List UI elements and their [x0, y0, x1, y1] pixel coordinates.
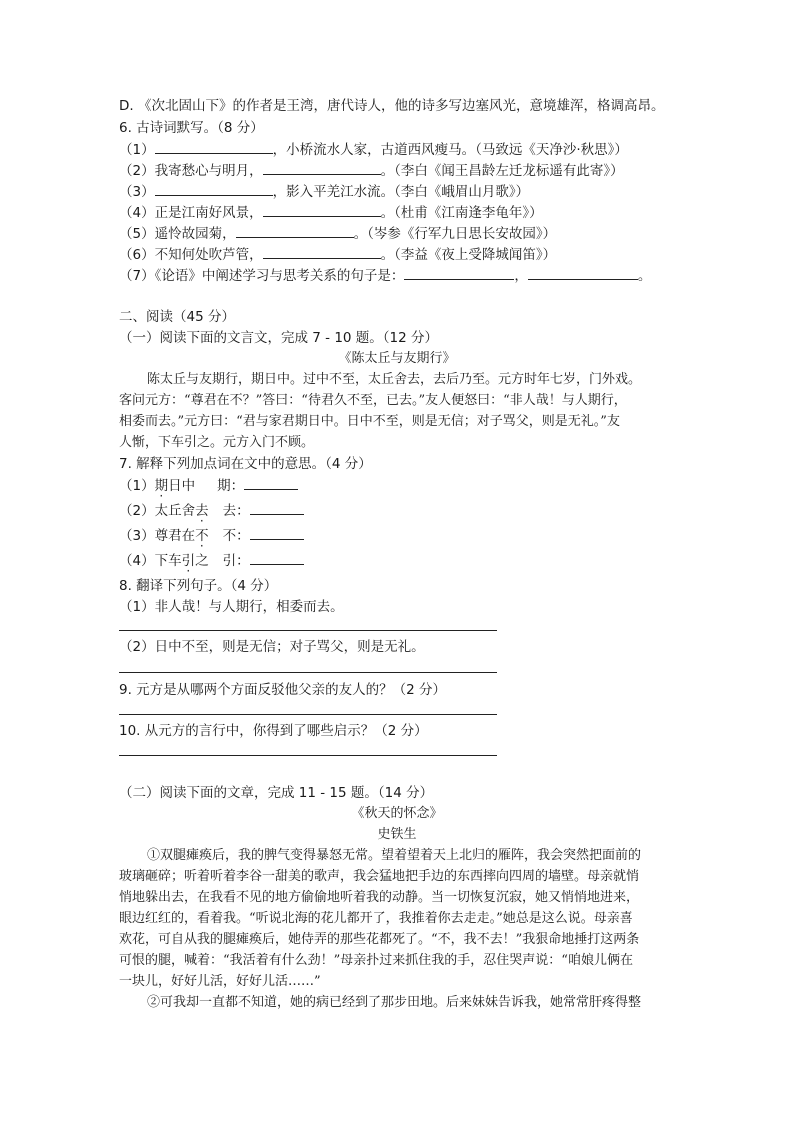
passage-1-title: 《陈太丘与友期行》: [338, 351, 456, 366]
q7-item-4: [119, 551, 304, 570]
q7-title: 7. 解释下列加点词在文中的意思。（4 分）: [119, 456, 372, 472]
passage-2-line: 玻璃砸碎；听着听着李谷一甜美的歌声，我会猛地把手边的东西摔向四周的墙壁。母亲就悄: [119, 869, 640, 884]
q6-item-7: [119, 266, 651, 285]
dotted-word: 去: [195, 503, 209, 519]
q6-5-src: 。（岑参《行军九日思长安故园》）: [353, 226, 557, 242]
q6-item-2: [119, 161, 624, 180]
answer-blank[interactable]: [528, 266, 638, 280]
answer-blank[interactable]: [250, 551, 304, 565]
answer-blank[interactable]: [236, 224, 354, 238]
answer-line[interactable]: [119, 672, 497, 673]
q6-6-text: （6）不知何处吹芦管，: [119, 247, 263, 263]
passage-2-line: 可恨的腿，喊着：“我活着有什么劲！”母亲扑过来抓住我的手，忍住哭声说：“咱娘儿俩在: [119, 953, 633, 968]
dotted-word: 引: [181, 553, 196, 569]
answer-blank[interactable]: [263, 245, 381, 259]
dotted-word: 不: [195, 528, 209, 544]
answer-blank[interactable]: [244, 476, 298, 490]
answer-blank[interactable]: [250, 526, 304, 540]
answer-blank[interactable]: [250, 501, 304, 515]
q8-item-1: （1）非人哉！与人期行，相委而去。: [119, 599, 344, 615]
passage-1-line: 人惭，下车引之。元方入门不顾。: [119, 435, 315, 450]
q6-7-comma: ，: [514, 268, 528, 284]
passage-2-title: 《秋天的怀念》: [351, 806, 443, 821]
part-1-title: （一）阅读下面的文言文，完成 7 - 10 题。（12 分）: [119, 330, 439, 346]
option-d: D. 《次北固山下》的作者是王湾，唐代诗人，他的诗多写边塞风光，意境雄浑，格调高昂。: [119, 98, 665, 114]
q6-4-text: （4）正是江南好风景，: [119, 205, 263, 221]
answer-line[interactable]: [119, 630, 497, 631]
q7-item-3: [119, 526, 304, 545]
q6-item-5: [119, 224, 556, 243]
answer-blank[interactable]: [155, 182, 273, 196]
passage-1-line: 客问元方：“尊君在不？”答曰：“待君久不至，已去。”友人便怒曰：“非人哉！与人期行，: [119, 393, 627, 408]
dotted-word: 期: [154, 478, 169, 494]
q6-item-6: [119, 245, 556, 264]
q7-4-rest: 之: [195, 553, 209, 569]
q6-2-src: 。（李白《闻王昌龄左迁龙标遥有此寄》）: [380, 163, 624, 179]
q6-6-src: 。（李益《夜上受降城闻笛》）: [380, 247, 557, 263]
q6-4-src: 。（杜甫《江南逢李龟年》）: [380, 205, 543, 221]
q7-2-prefix: （2）太丘舍: [119, 503, 196, 519]
passage-2-line: 欢花，可自从我的腿瘫痪后，她侍弄的那些花都死了。“不，我不去！”我狠命地捶打这两条: [119, 932, 640, 947]
q9: 9. 元方是从哪两个方面反驳他父亲的友人的？（2 分）: [119, 682, 447, 698]
q7-3-prefix: （3）尊君在: [119, 528, 196, 544]
answer-blank[interactable]: [155, 140, 273, 154]
answer-line[interactable]: [119, 714, 497, 715]
q6-2-text: （2）我寄愁心与明月，: [119, 163, 263, 179]
q6-3-num: （3）: [119, 184, 155, 200]
q6-5-text: （5）遥怜故园菊，: [119, 226, 236, 242]
passage-2-author: 史铁生: [377, 827, 417, 842]
passage-2-line: ②可我却一直都不知道，她的病已经到了那步田地。后来妹妹告诉我，她常常肝疼得整: [147, 995, 642, 1010]
answer-blank[interactable]: [263, 203, 381, 217]
passage-2-line: ①双腿瘫痪后，我的脾气变得暴怒无常。望着望着天上北归的雁阵，我会突然把面前的: [147, 848, 642, 863]
q6-3-text: ，影入平羌江水流。（李白《峨眉山月歌》）: [272, 184, 530, 200]
q7-1-prefix: （1）: [119, 478, 155, 494]
part-2-title: （二）阅读下面的文章，完成 11 - 15 题。（14 分）: [119, 785, 434, 801]
q7-3-label: 不：: [222, 528, 250, 544]
q6-1-num: （1）: [119, 142, 155, 158]
q6-7-end: 。: [637, 268, 652, 284]
q7-4-prefix: （4）下车: [119, 553, 182, 569]
passage-1-line: 陈太丘与友期行，期日中。过中不至，太丘舍去，去后乃至。元方时年七岁，门外戏。: [147, 372, 642, 387]
q7-4-label: 引：: [222, 553, 250, 569]
q8-item-2: （2）日中不至，则是无信；对子骂父，则是无礼。: [119, 639, 425, 655]
q7-item-1: [119, 476, 298, 495]
q6-1-text: ，小桥流水人家，古道西风瘦马。（马致远《天净沙·秋思》）: [272, 142, 628, 158]
q6-item-1: [119, 140, 628, 159]
q6-item-3: [119, 182, 529, 201]
answer-blank[interactable]: [404, 266, 514, 280]
q10: 10. 从元方的言行中，你得到了哪些启示？（2 分）: [119, 723, 428, 739]
q7-item-2: [119, 501, 304, 520]
answer-blank[interactable]: [263, 161, 381, 175]
passage-2-line: 眼边红红的，看着我。“听说北海的花儿都开了，我推着你去走走。”她总是这么说。母亲喜: [119, 911, 633, 926]
q8-title: 8. 翻译下列句子。（4 分）: [119, 578, 278, 594]
q7-1-rest: 日中: [168, 478, 196, 494]
q6-title: 6. 古诗词默写。（8 分）: [119, 120, 264, 136]
section-2-title: 二、阅读（45 分）: [119, 309, 235, 325]
passage-2-line: 一块儿，好好儿活，好好儿活……”: [119, 974, 321, 989]
q6-7-text: （7）《论语》中阐述学习与思考关系的句子是：: [119, 268, 405, 284]
passage-1-line: 相委而去。”元方曰：“君与家君期日中。日中不至，则是无信；对子骂父，则是无礼。”友: [119, 414, 620, 429]
q6-item-4: [119, 203, 543, 222]
passage-2-line: 悄地躲出去，在我看不见的地方偷偷地听着我的动静。当一切恢复沉寂，她又悄悄地进来，: [119, 890, 640, 905]
q7-1-label: 期：: [217, 478, 245, 494]
q7-2-label: 去：: [222, 503, 250, 519]
answer-line[interactable]: [119, 755, 497, 756]
